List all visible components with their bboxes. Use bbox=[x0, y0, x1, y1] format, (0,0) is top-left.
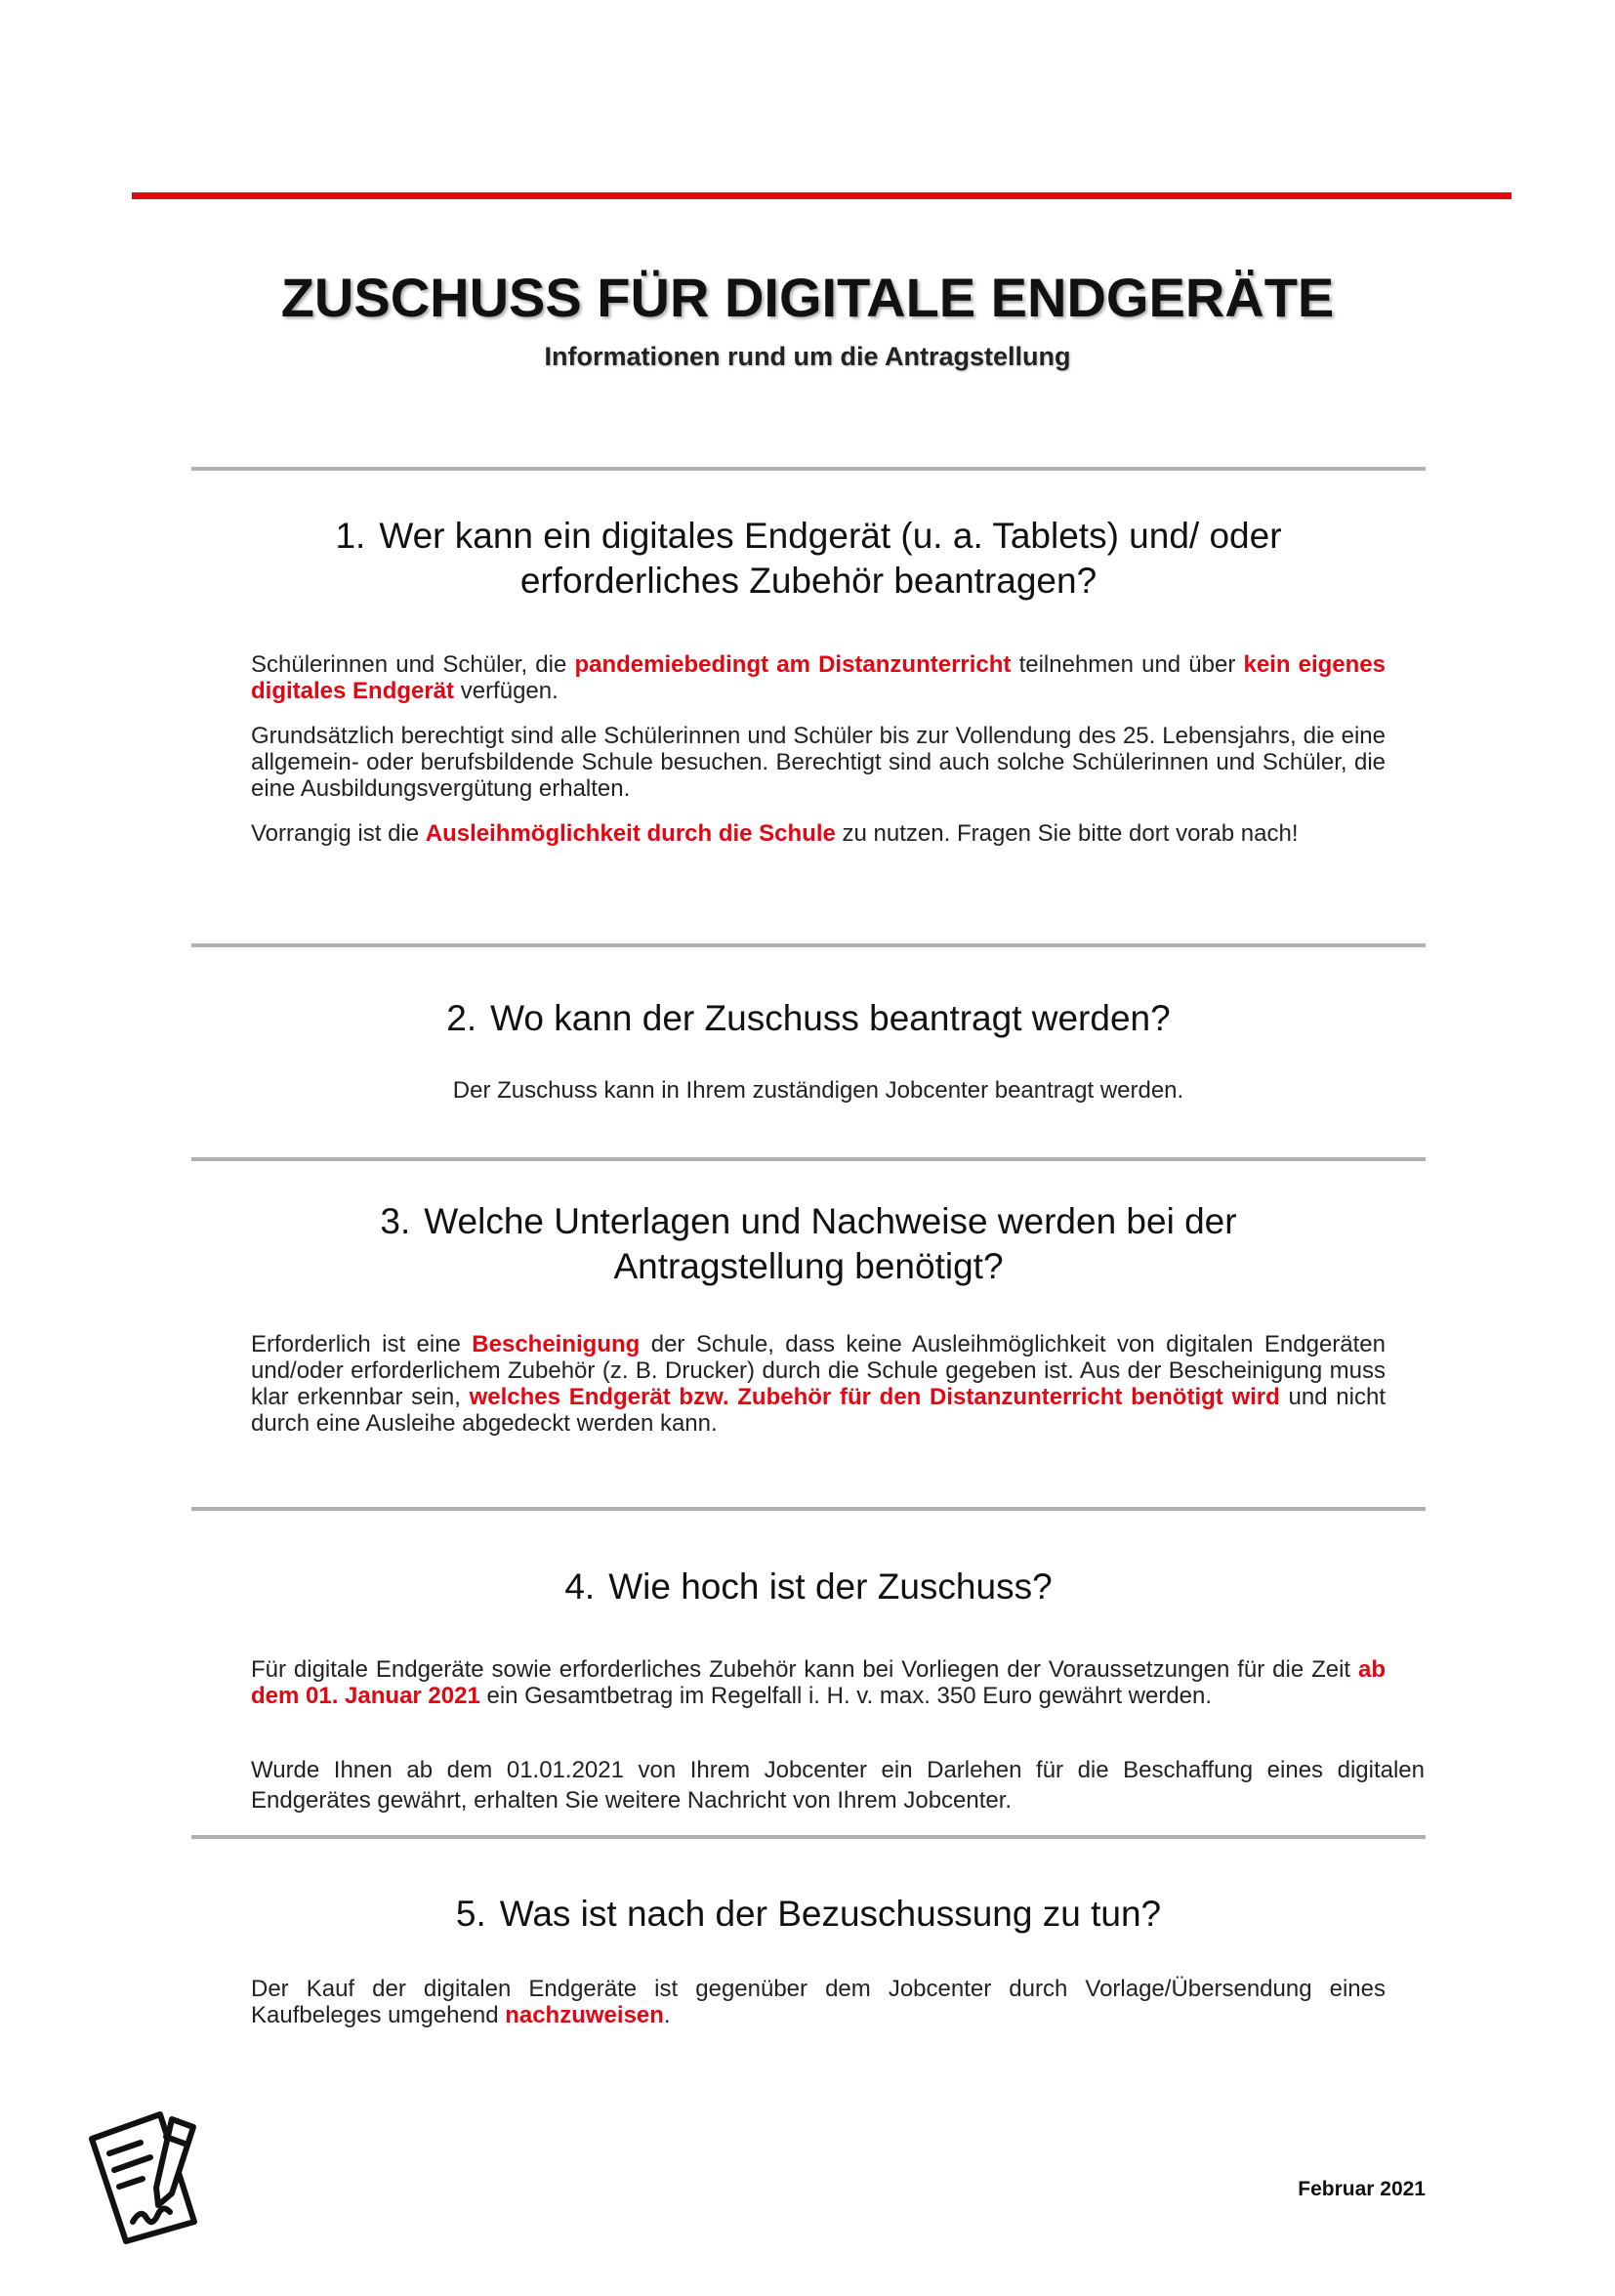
heading-line: Antragstellung benötigt? bbox=[613, 1246, 1004, 1286]
section-4-paragraph-1 bbox=[251, 1656, 1386, 1709]
highlight-text: Bescheinigung bbox=[472, 1331, 641, 1357]
section-number: 4. bbox=[564, 1566, 596, 1607]
highlight-text: pandemiebedingt am Distanzunterricht bbox=[574, 651, 1012, 678]
section-1-paragraph-3 bbox=[251, 820, 1386, 847]
heading-line: Welche Unterlagen und Nachweise werden bei der bbox=[424, 1201, 1237, 1241]
heading-line: Wie hoch ist der Zuschuss? bbox=[608, 1566, 1053, 1607]
section-3-heading bbox=[191, 1199, 1426, 1289]
highlight-text: welches Endgerät bzw. Zubehör für den Distanzunterricht benötigt wird bbox=[469, 1384, 1280, 1410]
top-red-rule bbox=[132, 192, 1511, 199]
text-span: Der Kauf der digitalen Endgeräte ist gegenüber dem Jobcenter durch Vorlage/Übersendung eines Kaufbeleges umgehend bbox=[251, 1976, 1386, 2028]
section-divider bbox=[191, 943, 1426, 947]
text-span: verfügen. bbox=[454, 678, 559, 704]
text-span: und nicht durch eine Ausleihe abgedeckt werden kann. bbox=[251, 1384, 1386, 1437]
section-divider bbox=[191, 1157, 1426, 1161]
text-span: der Schule, dass keine Ausleihmöglichkeit von digitalen Endgeräten und/oder erforderlichem Zubehör (z. B. Drucker) durch die Schule gegeben ist. Aus der Bescheinigung muss klar erkennbar sein, bbox=[251, 1331, 1386, 1410]
page-subtitle: Informationen rund um die Antragstellung bbox=[544, 342, 1071, 371]
footer-date: Februar 2021 bbox=[1298, 2178, 1426, 2200]
heading-line: erforderliches Zubehör beantragen? bbox=[519, 561, 1097, 601]
heading-line: Wo kann der Zuschuss beantragt werden? bbox=[490, 998, 1171, 1038]
section-number: 2. bbox=[446, 998, 477, 1038]
text-span: Erforderlich ist eine bbox=[251, 1331, 473, 1357]
section-5-heading bbox=[191, 1892, 1426, 1937]
highlight-text: kein eigenes digitales Endgerät bbox=[251, 651, 1387, 704]
section-1-paragraph-2 bbox=[251, 723, 1386, 802]
text-span: Der Zuschuss kann in Ihrem zuständigen Jobcenter beantragt werden. bbox=[452, 1077, 1184, 1104]
text-span: Grundsätzlich berechtigt sind alle Schülerinnen und Schüler bis zur Vollendung des 25. Lebensjahrs, die eine allgemein- oder berufsbildende Schule besuchen. Berechtigt sind auch solche Schülerinnen und Schüler, die eine Ausbildungsvergütung erhalten. bbox=[251, 723, 1386, 802]
heading-line: Wer kann ein digitales Endgerät (u. a. Tablets) und/ oder bbox=[379, 516, 1282, 556]
highlight-text: nachzuweisen bbox=[505, 2002, 664, 2028]
section-divider bbox=[191, 1835, 1426, 1839]
heading-line: Was ist nach der Bezuschussung zu tun? bbox=[499, 1894, 1162, 1934]
section-3-paragraph bbox=[251, 1331, 1386, 1437]
text-span: zu nutzen. Fragen Sie bitte dort vorab nach! bbox=[835, 820, 1299, 847]
section-2-heading bbox=[191, 996, 1426, 1041]
highlight-text: Ausleihmöglichkeit durch die Schule bbox=[425, 820, 836, 847]
text-span: Wurde Ihnen ab dem 01.01.2021 von Ihrem Jobcenter ein Darlehen für die Beschaffung eines digitalen Endgerätes gewährt, erhalten Sie weitere Nachricht von Ihrem Jobcenter. bbox=[251, 1757, 1425, 1814]
document-signing-icon bbox=[82, 2100, 209, 2246]
section-2-paragraph bbox=[251, 1077, 1386, 1104]
section-1-paragraph-1 bbox=[251, 651, 1386, 704]
section-divider bbox=[191, 467, 1426, 471]
section-5-paragraph bbox=[251, 1976, 1386, 2028]
section-divider bbox=[191, 1507, 1426, 1511]
text-span: Vorrangig ist die bbox=[251, 820, 426, 847]
highlight-text: ab dem 01. Januar 2021 bbox=[251, 1656, 1386, 1709]
section-number: 5. bbox=[455, 1894, 486, 1934]
section-1-heading bbox=[191, 514, 1426, 604]
text-span: Für digitale Endgeräte sowie erforderliches Zubehör kann bei Vorliegen der Voraussetzungen für die Zeit bbox=[251, 1656, 1358, 1683]
section-4-paragraph-2 bbox=[251, 1755, 1425, 1816]
page-title: ZUSCHUSS FÜR DIGITALE ENDGERÄTE bbox=[280, 267, 1335, 328]
text-span: teilnehmen und über bbox=[1011, 651, 1244, 678]
text-span: . bbox=[663, 2002, 671, 2028]
text-span: Schülerinnen und Schüler, die bbox=[251, 651, 575, 678]
section-number: 1. bbox=[335, 516, 366, 556]
section-number: 3. bbox=[380, 1201, 411, 1241]
section-4-heading bbox=[191, 1565, 1426, 1609]
text-span: ein Gesamtbetrag im Regelfall i. H. v. max. 350 Euro gewährt werden. bbox=[479, 1683, 1213, 1709]
